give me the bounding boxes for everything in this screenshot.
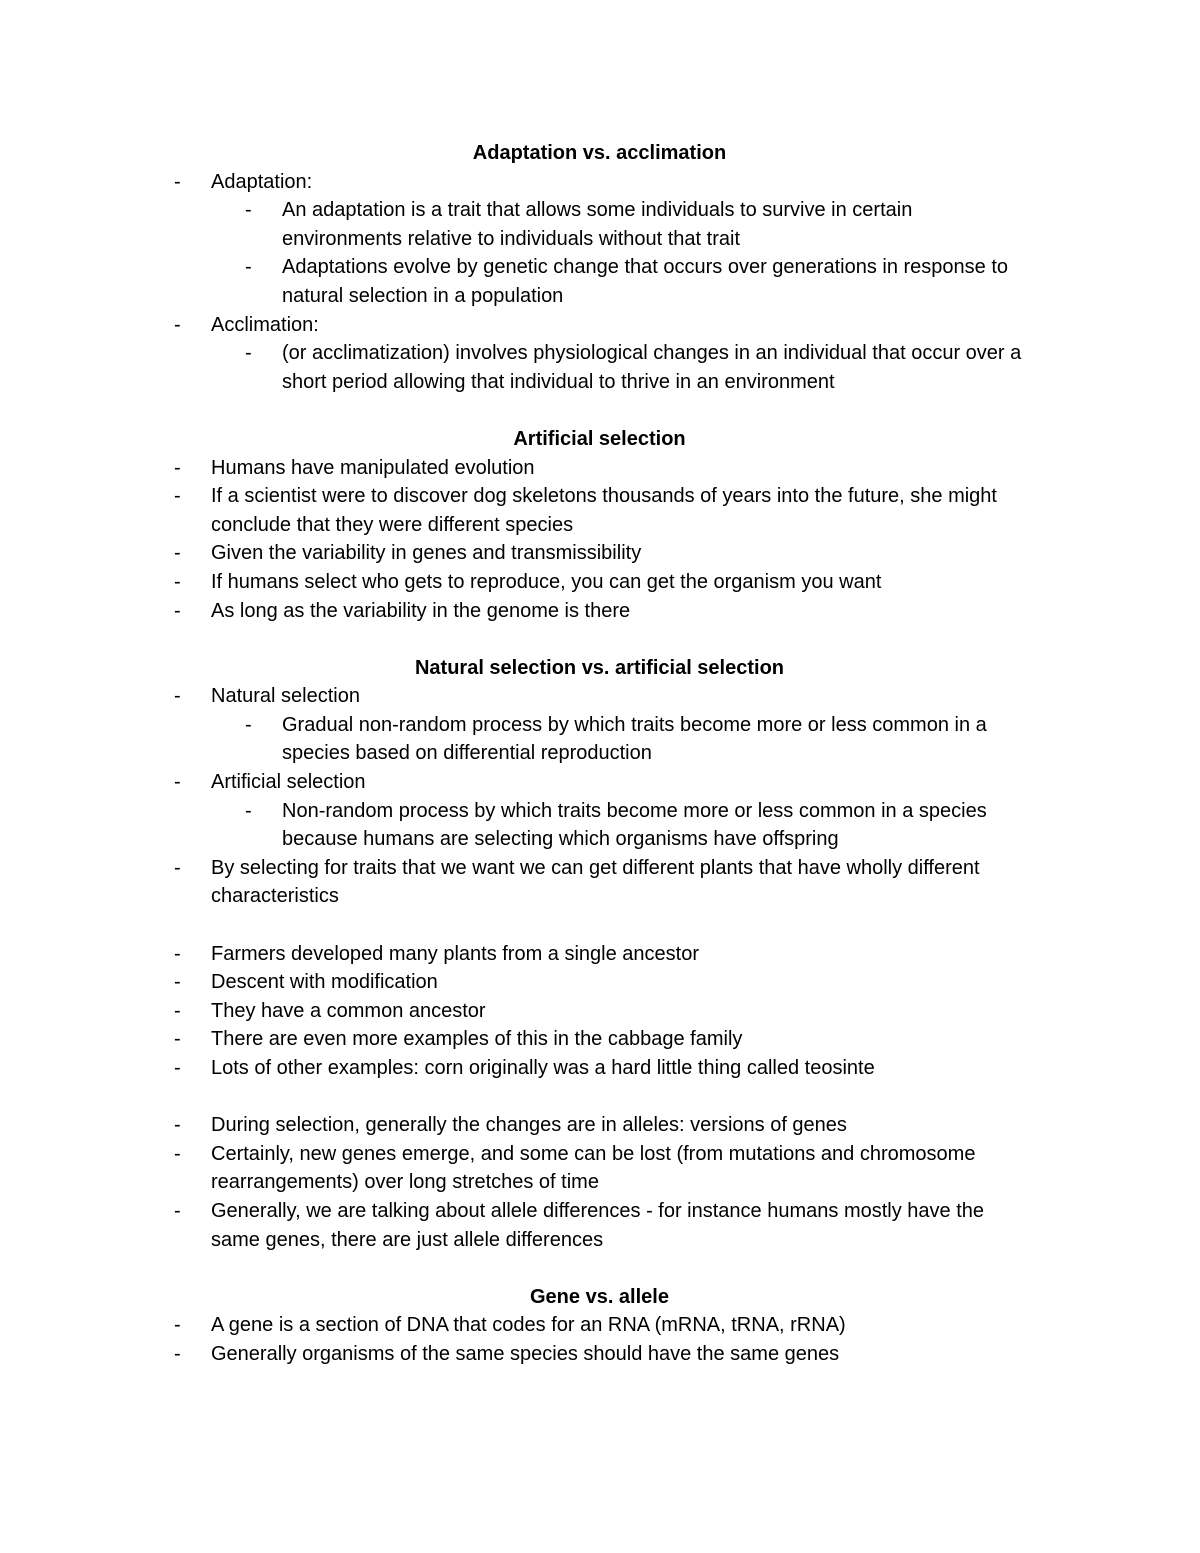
bullet-dash: - [174, 1114, 181, 1137]
bullet-item [174, 768, 1024, 797]
bullet-text: During selection, generally the changes are in alleles: versions of genes [211, 1114, 847, 1137]
bullet-dash: - [174, 1314, 181, 1337]
bullet-dash: - [245, 342, 252, 365]
bullet-text: Adaptations evolve by genetic change that occurs over generations in response to natural selection in a population [282, 256, 1009, 307]
bullet-dash: - [174, 1342, 181, 1365]
bullet-dash: - [174, 971, 181, 994]
sub-bullet-item [245, 711, 1024, 768]
bullet-text: Certainly, new genes emerge, and some can be lost (from mutations and chromosome rearrangements) over long stretches of time [211, 1142, 976, 1194]
section-spacer [174, 396, 1074, 425]
bullet-dash: - [174, 570, 181, 593]
bullet-dash: - [174, 1028, 181, 1051]
bullet-item [174, 968, 1024, 997]
bullet-dash: - [174, 771, 181, 794]
bullet-dash: - [174, 456, 181, 479]
bullet-text: Non-random process by which traits become more or less common in a species because humans are selecting which organisms have offspring [282, 799, 987, 851]
bullet-dash: - [174, 1057, 181, 1079]
bullet-item [174, 1311, 1024, 1340]
section-spacer [174, 1254, 1074, 1283]
bullet-text: Adaptation: [211, 170, 313, 193]
bullet-text: There are even more examples of this in the cabbage family [211, 1028, 743, 1051]
bullet-dash: - [174, 856, 181, 879]
bullet-text: As long as the variability in the genome is there [211, 599, 631, 622]
bullet-item [174, 1054, 1024, 1083]
bullet-item [174, 1025, 1024, 1054]
bullet-text: By selecting for traits that we want we can get different plants that have wholly different characteristics [211, 856, 980, 908]
section-heading: Gene vs. allele [530, 1285, 669, 1308]
section-heading: Natural selection vs. artificial selection [414, 656, 785, 679]
bullet-text: Humans have manipulated evolution [211, 456, 535, 479]
bullet-item [174, 854, 1024, 911]
section-spacer [174, 625, 1074, 654]
bullet-text: Generally, we are talking about allele differences - for instance humans mostly have the same genes, there are just allele differences [211, 1199, 985, 1251]
bullet-dash: - [174, 313, 181, 336]
bullet-item [174, 597, 1024, 626]
bullet-dash: - [174, 599, 181, 622]
bullet-item [174, 1140, 1024, 1197]
sub-bullet-item [245, 797, 1024, 854]
bullet-item [174, 168, 1024, 197]
bullet-item [174, 1340, 1024, 1369]
blank-line [174, 1083, 1074, 1112]
bullet-text: Natural selection [211, 685, 360, 708]
sub-bullet-item [245, 339, 1024, 396]
bullet-text: An adaptation is a trait that allows some individuals to survive in certain environments relative to individuals without that trait [282, 199, 913, 250]
bullet-item [174, 1111, 1024, 1140]
bullet-item [174, 1197, 1024, 1254]
bullet-dash: - [245, 799, 252, 822]
bullet-dash: - [245, 199, 252, 222]
bullet-dash: - [174, 542, 181, 565]
bullet-item [174, 940, 1024, 969]
bullet-item [174, 311, 1024, 340]
bullet-text: Given the variability in genes and transmissibility [211, 542, 642, 565]
bullet-dash: - [174, 942, 181, 965]
bullet-text: (or acclimatization) involves physiological changes in an individual that occur over a short period allowing that individual to thrive in an environment [282, 342, 1022, 393]
bullet-item [174, 539, 1024, 568]
bullet-item [174, 682, 1024, 711]
bullet-text: A gene is a section of DNA that codes for an RNA (mRNA, tRNA, rRNA) [211, 1314, 846, 1337]
bullet-item [174, 997, 1024, 1026]
bullet-item [174, 568, 1024, 597]
bullet-dash: - [174, 685, 181, 708]
bullet-item [174, 482, 1024, 539]
bullet-dash: - [245, 713, 252, 736]
bullet-dash: - [174, 1199, 181, 1222]
bullet-text: If humans select who gets to reproduce, you can get the organism you want [211, 570, 882, 593]
bullet-text: Acclimation: [211, 313, 319, 336]
document-content [174, 139, 1074, 1369]
sub-bullet-item [245, 253, 1024, 310]
section-heading: Adaptation vs. acclimation [472, 142, 727, 164]
section-heading: Artificial selection [513, 427, 686, 450]
bullet-text: Farmers developed many plants from a single ancestor [211, 942, 700, 965]
bullet-dash: - [174, 1142, 181, 1165]
blank-line [174, 911, 1074, 940]
bullet-text: Descent with modification [211, 971, 438, 994]
bullet-dash: - [174, 170, 181, 193]
bullet-text: Gradual non-random process by which traits become more or less common in a species based on differential reproduction [282, 713, 987, 765]
bullet-dash: - [245, 256, 252, 279]
bullet-text: Generally organisms of the same species should have the same genes [211, 1342, 840, 1365]
bullet-dash: - [174, 485, 181, 508]
bullet-text: If a scientist were to discover dog skeletons thousands of years into the future, she might conclude that they were different species [211, 485, 997, 536]
bullet-dash: - [174, 999, 181, 1022]
sub-bullet-item [245, 196, 1024, 253]
bullet-item [174, 454, 1024, 483]
bullet-text: Lots of other examples: corn originally was a hard little thing called teosinte [211, 1057, 875, 1079]
bullet-text: Artificial selection [211, 771, 366, 794]
bullet-text: They have a common ancestor [211, 999, 486, 1022]
